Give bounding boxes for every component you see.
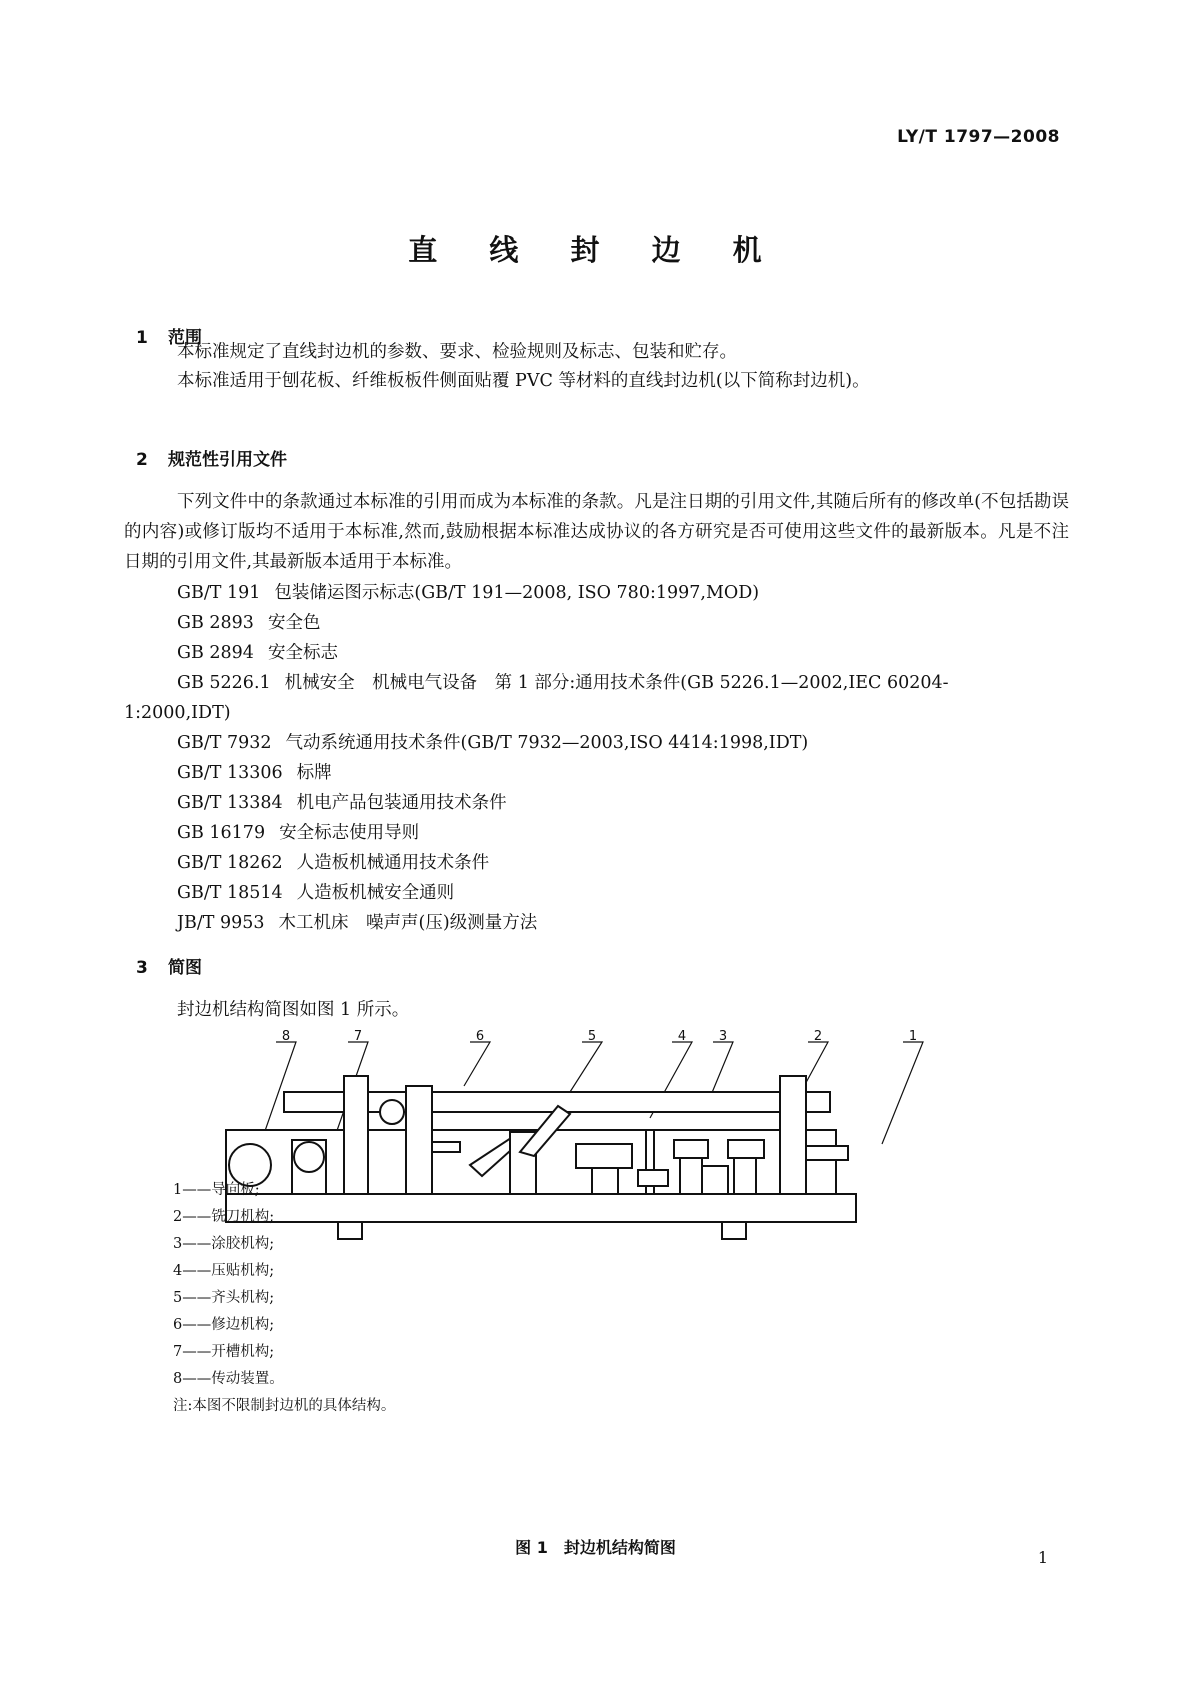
foot-right (722, 1222, 746, 1239)
edge-banding-machine-diagram (220, 1030, 950, 1255)
reference-code: GB 5226.1 (177, 673, 271, 693)
legend-item-7: 7——开槽机构; (173, 1344, 275, 1360)
document-title: 直 线 封 边 机 (408, 233, 783, 267)
section-number: 1 (136, 328, 148, 348)
references-intro-paragraph: 下列文件中的条款通过本标准的引用而成为本标准的条款。凡是注日期的引用文件,其随后所有的修改单(不包括勘误的内容)或修订版均不适用于本标准,然而,鼓励根据本标准达成协议的各方研究是否可使用这些文件的最新版本。凡是不注日期的引用文件,其最新版本适用于本标准。 (124, 492, 1069, 572)
reference-code: GB/T 18514 (177, 883, 283, 903)
diagram-intro-paragraph: 封边机结构简图如图 1 所示。 (177, 1000, 410, 1020)
reference-code: GB 2894 (177, 643, 254, 663)
callout-6: 6 (475, 1030, 485, 1044)
standard-code: LY/T 1797—2008 (897, 127, 1060, 147)
legend-item-3: 3——涂胶机构; (173, 1236, 275, 1252)
reference-title: 木工机床 噪声声(压)级测量方法 (278, 913, 538, 933)
reference-code: GB/T 7932 (177, 733, 272, 753)
reference-item (177, 878, 454, 908)
section-number: 2 (136, 450, 148, 470)
callout-3: 3 (718, 1030, 728, 1044)
milling-head-2 (728, 1140, 764, 1158)
reference-item (177, 638, 338, 668)
figure-caption: 图 1 封边机结构简图 (515, 1538, 676, 1557)
callout-7: 7 (353, 1030, 363, 1044)
legend-item-5: 5——齐头机构; (173, 1290, 275, 1306)
reference-title: 人造板机械通用技术条件 (296, 853, 490, 873)
milling-link (702, 1166, 728, 1194)
section-title: 简图 (168, 958, 202, 978)
trimming-roller (380, 1100, 404, 1124)
reference-item (177, 788, 507, 818)
reference-title: 人造板机械安全通则 (296, 883, 455, 903)
trimming-arm (432, 1142, 460, 1152)
reference-item (177, 908, 537, 938)
reference-code: JB/T 9953 (177, 913, 265, 933)
reference-item (177, 608, 320, 638)
reference-code: GB 16179 (177, 823, 266, 843)
gluing-roller (638, 1170, 668, 1186)
figure-note: 注:本图不限制封边机的具体结构。 (173, 1398, 396, 1414)
leader-line-1 (882, 1042, 923, 1144)
reference-item (177, 818, 419, 848)
reference-code: GB/T 191 (177, 583, 261, 603)
scope-paragraph-1: 本标准规定了直线封边机的参数、要求、检验规则及标志、包装和贮存。 (177, 342, 737, 362)
callout-8: 8 (281, 1030, 291, 1044)
callout-4: 4 (677, 1030, 687, 1044)
scope-paragraph-2: 本标准适用于刨花板、纤维板板件侧面贴覆 PVC 等材料的直线封边机(以下简称封边机)。 (177, 371, 870, 391)
reference-item (177, 728, 808, 758)
reference-title: 机械安全 机械电气设备 第 1 部分:通用技术条件(GB 5226.1—2002,IEC 60204- (284, 673, 949, 693)
page-number: 1 (1037, 1548, 1048, 1567)
reference-item (177, 848, 489, 878)
foot-left (338, 1222, 362, 1239)
grooving-cutter (294, 1142, 324, 1172)
legend-item-8: 8——传动装置。 (173, 1371, 284, 1387)
reference-title: 安全标志使用导则 (279, 823, 420, 843)
reference-title: 标牌 (296, 763, 332, 783)
guide-plate (806, 1146, 848, 1160)
leader-line-6 (464, 1042, 490, 1086)
reference-title: 包装储运图示标志(GB/T 191—2008, ISO 780:1997,MOD) (274, 583, 760, 603)
section-number: 3 (136, 958, 148, 978)
reference-continuation: 1:2000,IDT) (124, 703, 231, 723)
legend-item-1: 1——导向板; (173, 1182, 260, 1198)
callout-1: 1 (908, 1030, 918, 1044)
reference-title: 气动系统通用技术条件(GB/T 7932—2003,ISO 4414:1998,IDT) (285, 733, 809, 753)
reference-title: 机电产品包装通用技术条件 (296, 793, 507, 813)
reference-code: GB/T 18262 (177, 853, 283, 873)
trimming-column (406, 1086, 432, 1194)
column-right (780, 1076, 806, 1194)
section-heading-diagram (136, 953, 202, 978)
pressing-post (592, 1168, 618, 1194)
callout-2: 2 (813, 1030, 823, 1044)
reference-item (177, 668, 949, 698)
pressing-head (576, 1144, 632, 1168)
milling-head-1 (674, 1140, 708, 1158)
reference-title: 安全标志 (267, 643, 338, 663)
reference-code: GB/T 13384 (177, 793, 283, 813)
machine-base (226, 1194, 856, 1222)
section-title: 规范性引用文件 (168, 450, 287, 470)
legend-item-4: 4——压贴机构; (173, 1263, 275, 1279)
reference-item (177, 758, 332, 788)
reference-item (177, 578, 759, 608)
milling-post-1 (680, 1158, 702, 1194)
reference-code: GB/T 13306 (177, 763, 283, 783)
milling-post-2 (734, 1158, 756, 1194)
reference-title: 安全色 (267, 613, 321, 633)
reference-code: GB 2893 (177, 613, 254, 633)
section-heading-normative-references (136, 445, 287, 470)
callout-5: 5 (587, 1030, 597, 1044)
column-left (344, 1076, 368, 1194)
legend-item-6: 6——修边机构; (173, 1317, 275, 1333)
legend-item-2: 2——铣刀机构; (173, 1209, 275, 1225)
section-title: 范围 (168, 328, 202, 348)
